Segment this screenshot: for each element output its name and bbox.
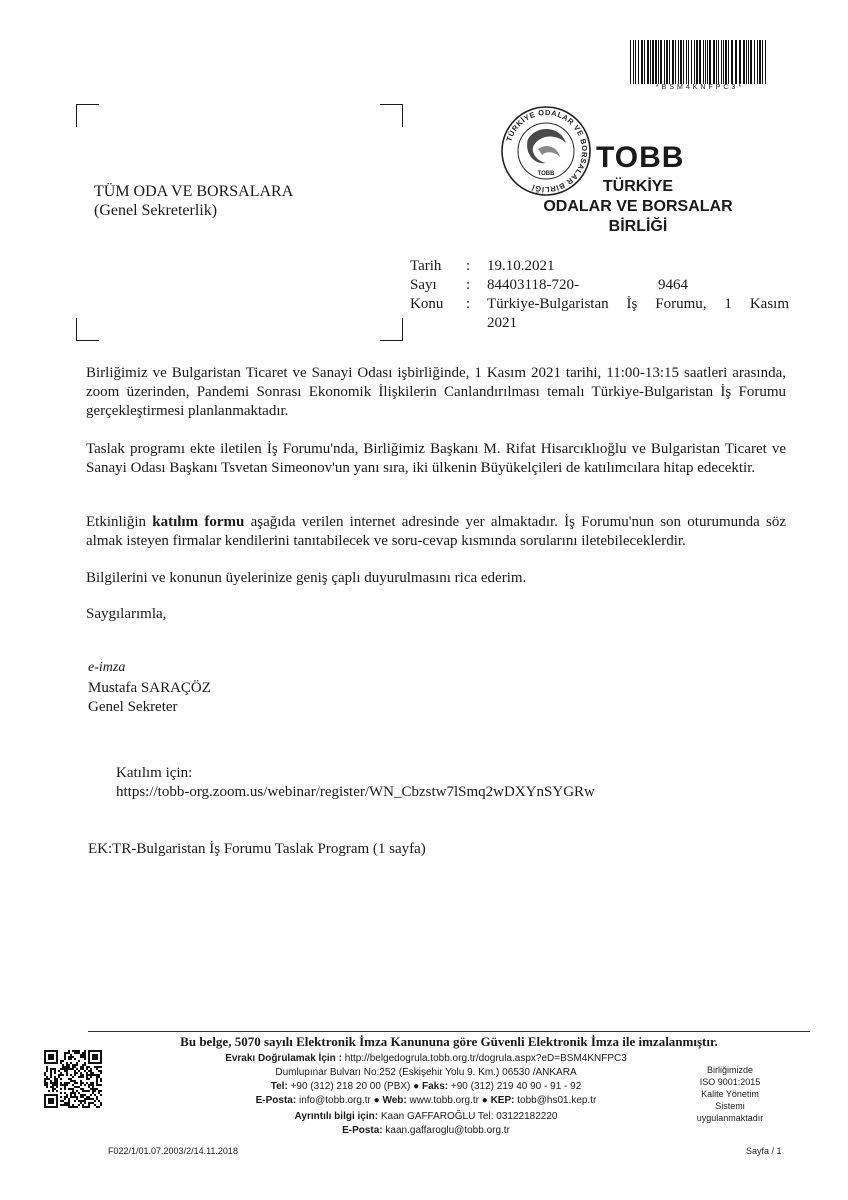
footer-info — [196, 1110, 656, 1123]
web-value[interactable]: www.tobb.org.tr — [409, 1095, 479, 1106]
logo-line-3: BİRLİĞİ — [608, 218, 668, 235]
iso-line-4: Sistemi — [715, 1101, 745, 1111]
paragraph-3-pre: Etkinliğin — [86, 514, 153, 530]
verify-link[interactable]: http://belgedogrula.tobb.org.tr/dogrula.aspx?eD=BSM4KNFPC3 — [344, 1053, 627, 1064]
paragraph-1: Birliğimiz ve Bulgaristan Ticaret ve Sanayi Odası işbirliğinde, 1 Kasım 2021 tarihi, 11:00-13:15 saatleri arasında, zoom üzerinden, Pandemi Sonrası Ekonomik İlişkilerin Canlandırılması temalı Türkiye-Bulgaristan İş Forumu gerçekleştirmesi planlanmaktadır. — [86, 365, 786, 419]
fax-label: Faks: — [421, 1081, 449, 1092]
verify-label: Evrakı Doğrulamak İçin : — [225, 1053, 342, 1064]
signer-title: Genel Sekreter — [88, 699, 178, 715]
date-value: 19.10.2021 — [487, 258, 555, 274]
iso-line-2: ISO 9001:2015 — [699, 1077, 761, 1087]
contact-email-label: E-Posta: — [342, 1125, 383, 1136]
iso-line-3: Kalite Yönetim — [701, 1089, 759, 1099]
footer-contacts: E-Posta: info@tobb.org.tr ● Web: www.tobb.org.tr ● KEP: tobb@hs01.kep.tr — [255, 1095, 597, 1106]
emblem-label: TOBB — [537, 171, 555, 177]
barcode-text: *BSM4KNFPC3* — [655, 84, 745, 91]
iso-line-5: uygulanmaktadır — [696, 1113, 764, 1123]
closing: Saygılarımla, — [86, 606, 167, 622]
paragraph-4: Bilgilerini ve konunun üyelerinize geniş çaplı duyurulmasını rica ederim. — [86, 570, 527, 586]
subject-value-line-1: Türkiye-Bulgaristan İş Forumu, 1 Kasım — [487, 296, 789, 312]
kep-label: KEP: — [490, 1095, 515, 1106]
tel-value: +90 (312) 218 20 00 (PBX) — [290, 1081, 411, 1092]
addressee-line-1: TÜM ODA VE BORSALARA — [94, 183, 294, 200]
footer-verify — [196, 1052, 656, 1065]
paragraph-2: Taslak programı ekte iletilen İş Forumu'nda, Birliğimiz Başkanı M. Rifat Hisarcıklıoğlu ve Bulgaristan Ticaret ve Sanayi Odası Başkanı Tsvetan Simeonov'un yanı sıra, iki ülkenin Büyükelçileri de katılımcılara hitap edecektir. — [86, 441, 786, 476]
qr-code-image — [44, 1050, 102, 1108]
footer-phones: Tel: +90 (312) 218 20 00 (PBX) ● Faks: +90 (312) 219 40 90 - 91 - 92 — [270, 1081, 582, 1092]
info-value: Kaan GAFFAROĞLU Tel: 03122182220 — [380, 1111, 558, 1122]
number-separator: : — [466, 277, 471, 293]
footer-title: Bu belge, 5070 sayılı Elektronik İmza Kanununa göre Güvenli Elektronik İmza ile imzalanmıştır. — [180, 1034, 718, 1049]
date-separator: : — [466, 258, 471, 274]
subject-separator: : — [466, 296, 471, 312]
logo-ring-text: TÜRKİYE ODALAR VE BORSALAR BİRLİĞİ — [504, 107, 590, 195]
number-label: Sayı — [410, 277, 437, 293]
info-label: Ayrıntılı bilgi için: — [294, 1111, 379, 1122]
email-label: E-Posta: — [255, 1095, 297, 1106]
registration-url[interactable]: https://tobb-org.zoom.us/webinar/register/WN_Cbzstw7lSmq2wDXYnSYGRw — [116, 784, 595, 800]
contact-email-value[interactable]: kaan.gaffaroglu@tobb.org.tr — [385, 1125, 510, 1136]
date-label: Tarih — [410, 258, 442, 274]
iso-line-1: Birliğimizde — [706, 1065, 753, 1075]
fax-value: +90 (312) 219 40 90 - 91 - 92 — [450, 1081, 582, 1092]
e-signature-mark: e-imza — [88, 660, 126, 675]
paragraph-3 — [86, 513, 786, 551]
form-code: F022/1/01.07.2003/2/14.11.2018 — [108, 1146, 238, 1156]
logo-brand: TOBB — [596, 141, 685, 174]
addressee-line-2: (Genel Sekreterlik) — [94, 202, 218, 219]
footer-contact-email — [196, 1124, 656, 1137]
logo-line-2: ODALAR VE BORSALAR — [543, 198, 733, 215]
signer-name: Mustafa SARAÇÖZ — [88, 680, 211, 696]
number-value: 84403118-720- — [487, 277, 579, 293]
attachment-note: EK:TR-Bulgaristan İş Forumu Taslak Program (1 sayfa) — [88, 841, 426, 857]
subject-value-line-2: 2021 — [487, 315, 517, 331]
tel-label: Tel: — [270, 1081, 288, 1092]
page-number: Sayfa / 1 — [746, 1146, 782, 1156]
subject-label: Konu — [410, 296, 444, 312]
logo-line-1: TÜRKİYE — [602, 178, 674, 195]
number-suffix: 9464 — [658, 277, 688, 293]
web-label: Web: — [382, 1095, 407, 1106]
registration-label: Katılım için: — [116, 765, 193, 781]
email-value[interactable]: info@tobb.org.tr — [298, 1095, 371, 1106]
footer-divider — [88, 1031, 810, 1032]
kep-value[interactable]: tobb@hs01.kep.tr — [517, 1095, 597, 1106]
paragraph-3-bold: katılım formu — [152, 514, 245, 530]
barcode-image — [630, 40, 770, 84]
paragraph-3-post: aşağıda verilen internet adresinde yer almaktadır. İş Forumu'nun son oturumunda söz almak isteyen firmalar kendilerini tanıtabilecek ve soru-cevap kısmında sorularını iletebileceklerdir. — [86, 514, 787, 549]
footer-address: Dumlupınar Bulvarı No:252 (Eskişehir Yolu 9. Km.) 06530 /ANKARA — [275, 1067, 577, 1078]
